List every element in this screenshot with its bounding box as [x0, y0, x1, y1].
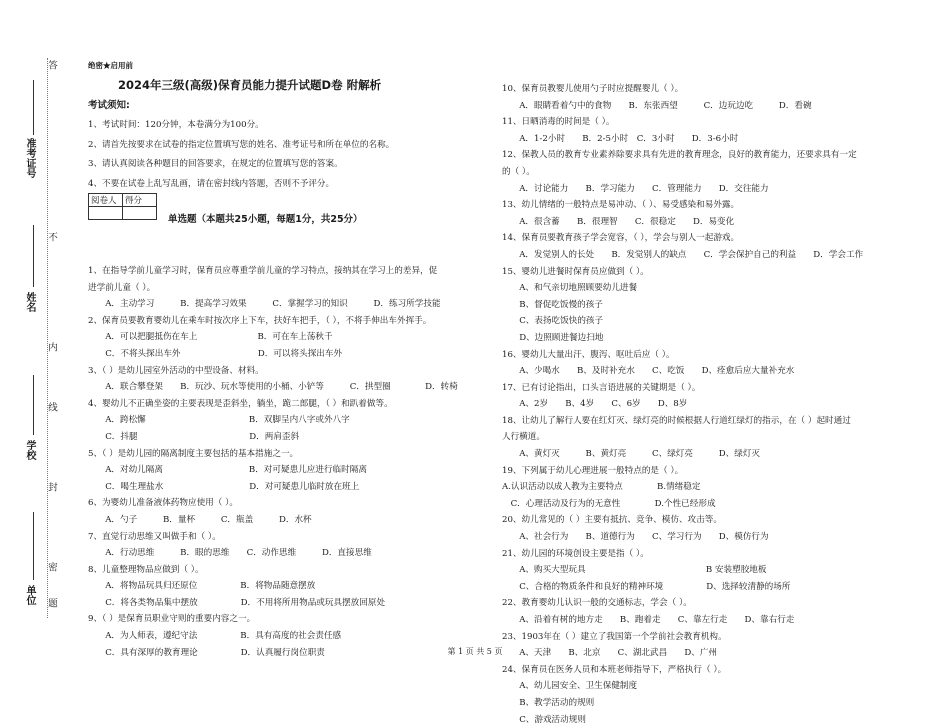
binding-strip — [0, 0, 68, 671]
seal-mark-6: 密 — [46, 562, 57, 573]
seal-line — [47, 58, 48, 618]
question-line: A、少喝水 B、及时补充水 C、吃饭 D、痊愈后应大量补充水 — [502, 366, 795, 377]
instruction-item: 2、请首先按要求在试卷的指定位置填写您的姓名、准考证号和所在单位的名称。 — [88, 140, 395, 150]
question-line: C、合格的物质条件和良好的精神环境 D、选择较清静的场所 — [502, 581, 791, 592]
score-table-reviewer: 阅卷人 — [89, 194, 123, 207]
question-line: 2、保育员要教育婴幼儿在乘车时按次序上下车，扶好车把手，（ ），不将手伸出车外挥手。 — [88, 315, 432, 326]
question-line: A、社会行为 B、道德行为 C、学习行为 D、模仿行为 — [502, 532, 769, 543]
question-line: 16、婴幼儿大量出汗、腹泻、呕吐后应（ ）。 — [502, 349, 675, 360]
question-line: 5、（ ）是幼儿园的隔离制度主要包括的基本措施之一。 — [88, 448, 299, 459]
question-line: 8、儿童整理物品应做到（ ）。 — [88, 564, 204, 575]
question-line: 18、让幼儿了解行人要在红灯灭、绿灯亮的时候根据人行道红绿灯的指示，在（ ）起时通过 — [502, 415, 851, 426]
question-line: 24、保育员在医务人员和本班老师指导下，严格执行（ ）。 — [502, 664, 727, 675]
instruction-item: 3、请认真阅读各种题目的回答要求，在规定的位置填写您的答案。 — [88, 159, 343, 169]
questions-right-column — [502, 81, 922, 728]
question-line: A、黄灯灭 B、黄灯亮 C、绿灯亮 D、绿灯灭 — [502, 449, 761, 460]
question-line: C、游戏活动规则 — [502, 714, 586, 725]
question-line: 10、保育员教婴儿使用勺子时应提醒婴儿（ ）。 — [502, 84, 684, 94]
question-line: A．对幼儿隔离 B．对可疑患儿应进行临时隔离 — [88, 465, 367, 476]
question-line: 22、教育婴幼儿认识一般的交通标志，学会（ ）。 — [502, 598, 692, 609]
seal-mark-3: 内 — [46, 342, 57, 353]
question-line: C．喝生理盐水 D．对可疑患儿临时放在班上 — [88, 481, 360, 492]
question-line: 15、婴幼儿进餐时保育员应做到（ ）。 — [502, 266, 649, 277]
field-label-name: 姓名 — [24, 292, 35, 312]
question-line: A．可以把腿抵伤在车上 B．可在车上荡秋千 — [88, 332, 333, 343]
seal-mark-1: 答 — [46, 60, 57, 71]
question-line: A．勺子 B．量杯 C．瓶盖 D．水杯 — [88, 514, 312, 525]
page-footer: 第 1 页 共 5 页 — [447, 647, 503, 656]
question-line: A、购买大型玩具 B 安装塑胶地板 — [502, 565, 767, 576]
question-line: C．具有深厚的教育理论 D．认真履行岗位职责 — [88, 647, 325, 658]
score-table-reviewer-cell — [89, 207, 123, 220]
question-line: A．联合攀登架 B．玩沙、玩水等使用的小桶、小铲等 C．拱型圈 D．转椅 — [88, 382, 458, 393]
seal-mark-2: 不 — [46, 232, 57, 243]
question-line: B、教学活动的规则 — [502, 697, 595, 708]
page-title: 2024年三级(高级)保育员能力提升试题D卷 附解析 — [118, 78, 382, 92]
question-line: 人行横道。 — [502, 432, 545, 443]
question-line: A．行动思维 B．眼的思维 C．动作思维 D．直接思维 — [88, 548, 372, 559]
question-line: A、天津 B、北京 C、湖北武昌 D、广州 — [502, 648, 718, 659]
question-line: A.认识活动以成人教为主要特点 B.情绪稳定 — [502, 482, 701, 493]
score-table-score: 得分 — [123, 194, 157, 207]
score-table — [88, 193, 157, 220]
question-line: A．发觉别人的长处 B．发觉别人的缺点 C．学会保护自己的利益 D．学会工作 — [502, 249, 864, 260]
question-line: 13、幼儿情绪的一般特点是易冲动、（ ）、易受感染和易外露。 — [502, 200, 740, 211]
question-line: 12、保教人员的教育专业素养除要求具有先进的教育理念，良好的教育能力，还要求具有一定 — [502, 150, 857, 161]
seal-mark-4: 线 — [46, 402, 57, 413]
question-line: A．眼睛看着勺中的食物 B．东张西望 C．边玩边吃 D．看碗 — [502, 100, 812, 111]
question-line: C、表扬吃饭快的孩子 — [502, 316, 604, 327]
question-line: A．很含蓄 B．很理智 C．很稳定 D．易变化 — [502, 216, 735, 227]
field-label-unit: 单位 — [24, 585, 35, 605]
question-line: 的（ ）。 — [502, 166, 535, 177]
question-line: A、和气亲切地照顾要幼儿进餐 — [502, 283, 638, 294]
question-line: 17、已有讨论指出，口头言语进展的关键期是（ ）。 — [502, 382, 701, 393]
question-line: 20、幼儿常见的（ ）主要有抵抗、竞争、模仿、攻击等。 — [502, 515, 722, 526]
question-line: 19、下列属于幼儿心理进展一般特点的是（ ）。 — [502, 465, 684, 476]
question-line: A、2岁 B、4岁 C、6岁 D、8岁 — [502, 399, 688, 410]
question-line: 14、保育员要教育孩子学会宽容，（ ），学会与别人一起游戏。 — [502, 233, 740, 244]
question-line: D、边照顾进餐边扫地 — [502, 332, 604, 343]
score-table-score-cell — [123, 207, 157, 220]
field-rule-unit — [33, 512, 34, 580]
question-line: 6、为婴幼儿准备液体药物应使用（ ）。 — [88, 498, 238, 509]
field-label-school: 学校 — [24, 440, 35, 460]
question-line: 23、1903年在（ ）建立了我国第一个学前社会教育机构。 — [502, 631, 727, 642]
questions-left-column — [88, 263, 488, 661]
question-line: A．为人师表，遵纪守法 B．具有高度的社会责任感 — [88, 631, 342, 642]
seal-mark-7: 题 — [46, 598, 57, 609]
question-line: A．主动学习 B．提高学习效果 C．掌握学习的知识 D．练习所学技能 — [88, 299, 441, 310]
question-line: A．1-2小时 B．2-5小时 C．3小时 D．3-6小时 — [502, 133, 739, 144]
instructions-heading: 考试须知: — [88, 100, 130, 111]
section-title: 单选题（本题共25小题，每题1分，共25分） — [168, 214, 363, 225]
instruction-item: 4、不要在试卷上乱写乱画，请在密封线内答题，否则不予评分。 — [88, 179, 335, 189]
question-line: A、幼儿园安全、卫生保健制度 — [502, 681, 638, 692]
question-line: C．将各类物品集中摆放 D．不用将所用物品或玩具摆放回原处 — [88, 597, 386, 608]
question-line: C．不将头探出车外 D．可以将头探出车外 — [88, 348, 343, 359]
question-line: 3、（ ）是幼儿园室外活动的中型设备、材料。 — [88, 365, 264, 376]
field-rule-name — [33, 225, 34, 287]
question-line: 9、（ ）是保育员职业守则的重要内容之一。 — [88, 614, 256, 625]
question-line: A．讨论能力 B．学习能力 C．管理能力 D．交往能力 — [502, 183, 769, 194]
question-line: C．抖腿 D．两肩歪斜 — [88, 431, 300, 442]
question-line: 1、在指导学前儿童学习时，保育员应尊重学前儿童的学习特点，接纳其在学习上的差异，促 — [88, 266, 438, 276]
seal-mark-5: 封 — [46, 482, 57, 493]
question-line: A、沿着有树的地方走 B、跑着走 C、靠左行走 D、靠右行走 — [502, 615, 795, 625]
field-rule-exam-id — [33, 80, 34, 135]
secret-mark: 绝密★启用前 — [88, 61, 133, 70]
field-label-exam-id: 准考证号 — [24, 138, 35, 178]
question-line: 进学前儿童（ ）。 — [88, 282, 156, 293]
question-line: B、督促吃饭慢的孩子 — [502, 299, 603, 310]
instruction-item: 1、考试时间：120分钟，本卷满分为100分。 — [88, 120, 264, 130]
question-line: 7、直觉行动思维又叫做手和（ ）。 — [88, 531, 221, 542]
field-rule-school — [33, 375, 34, 435]
question-line: 11、日晒消毒的时间是（ ）。 — [502, 117, 615, 128]
question-line: A．跨松懈 B．双脚呈内八字或外八字 — [88, 415, 350, 426]
question-line: A．将物品玩具归还原位 B．将物品随意摆放 — [88, 581, 316, 592]
question-line: C．心理活动及行为的无意性 D.个性已经形成 — [502, 498, 716, 509]
question-line: 21、幼儿园的环境创设主要是指（ ）。 — [502, 548, 649, 559]
question-line: 4、婴幼儿不正确坐姿的主要表现是歪斜坐，躺坐，跪二郎腿，（ ）和趴着做等。 — [88, 398, 393, 409]
